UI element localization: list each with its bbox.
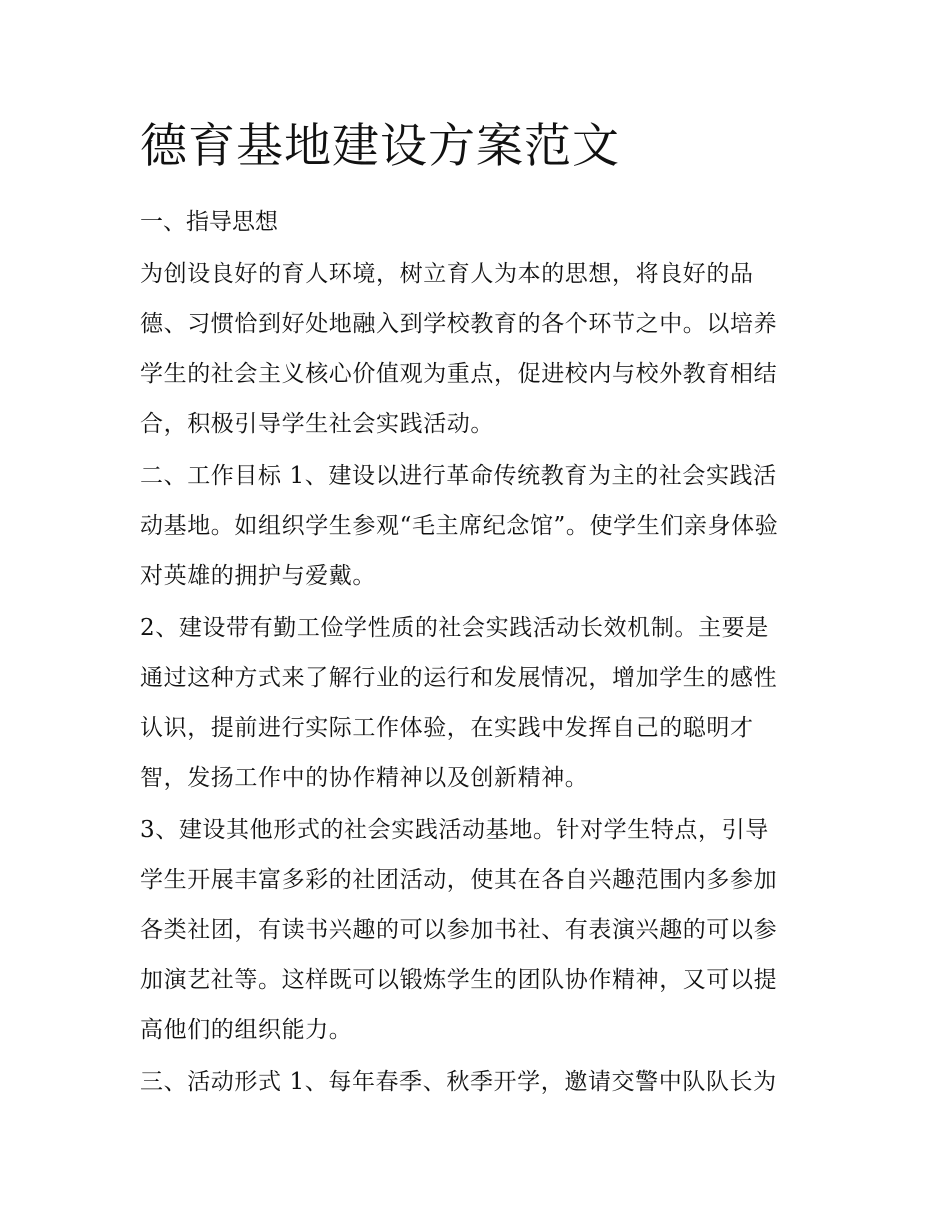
paragraph-line: 高他们的组织能力。 — [140, 1017, 353, 1043]
paragraph-line: 二、工作目标 1、建设以进行革命传统教育为主的社会实践活 — [140, 463, 777, 489]
section-heading-guiding-ideology: 一、指导思想 — [140, 209, 278, 235]
paragraph-line: 智，发扬工作中的协作精神以及创新精神。 — [140, 765, 589, 791]
paragraph-line: 各类社团，有读书兴趣的可以参加书社、有表演兴趣的可以参 — [140, 917, 778, 943]
paragraph-line: 2、建设带有勤工俭学性质的社会实践活动长效机制。主要是 — [140, 615, 769, 641]
paragraph-line: 对英雄的拥护与爱戴。 — [140, 563, 376, 589]
paragraph-line: 认识，提前进行实际工作体验，在实践中发挥自己的聪明才 — [140, 715, 754, 741]
paragraph-line: 三、活动形式 1、每年春季、秋季开学，邀请交警中队队长为 — [140, 1069, 777, 1095]
paragraph-line: 合，积极引导学生社会实践活动。 — [140, 411, 494, 437]
paragraph-line: 德、习惯恰到好处地融入到学校教育的各个环节之中。以培养 — [140, 311, 778, 337]
paragraph-line: 学生的社会主义核心价值观为重点，促进校内与校外教育相结 — [140, 361, 778, 387]
paragraph-line: 3、建设其他形式的社会实践活动基地。针对学生特点，引导 — [140, 817, 769, 843]
paragraph-line: 动基地。如组织学生参观“毛主席纪念馆”。使学生们亲身体验 — [140, 513, 779, 539]
document-title: 德育基地建设方案范文 — [140, 119, 620, 174]
paragraph-line: 学生开展丰富多彩的社团活动，使其在各自兴趣范围内多参加 — [140, 867, 778, 893]
paragraph-line: 为创设良好的育人环境，树立育人为本的思想，将良好的品 — [140, 261, 754, 287]
paragraph-line: 加演艺社等。这样既可以锻炼学生的团队协作精神，又可以提 — [140, 967, 778, 993]
paragraph-line: 通过这种方式来了解行业的运行和发展情况，增加学生的感性 — [140, 665, 778, 691]
